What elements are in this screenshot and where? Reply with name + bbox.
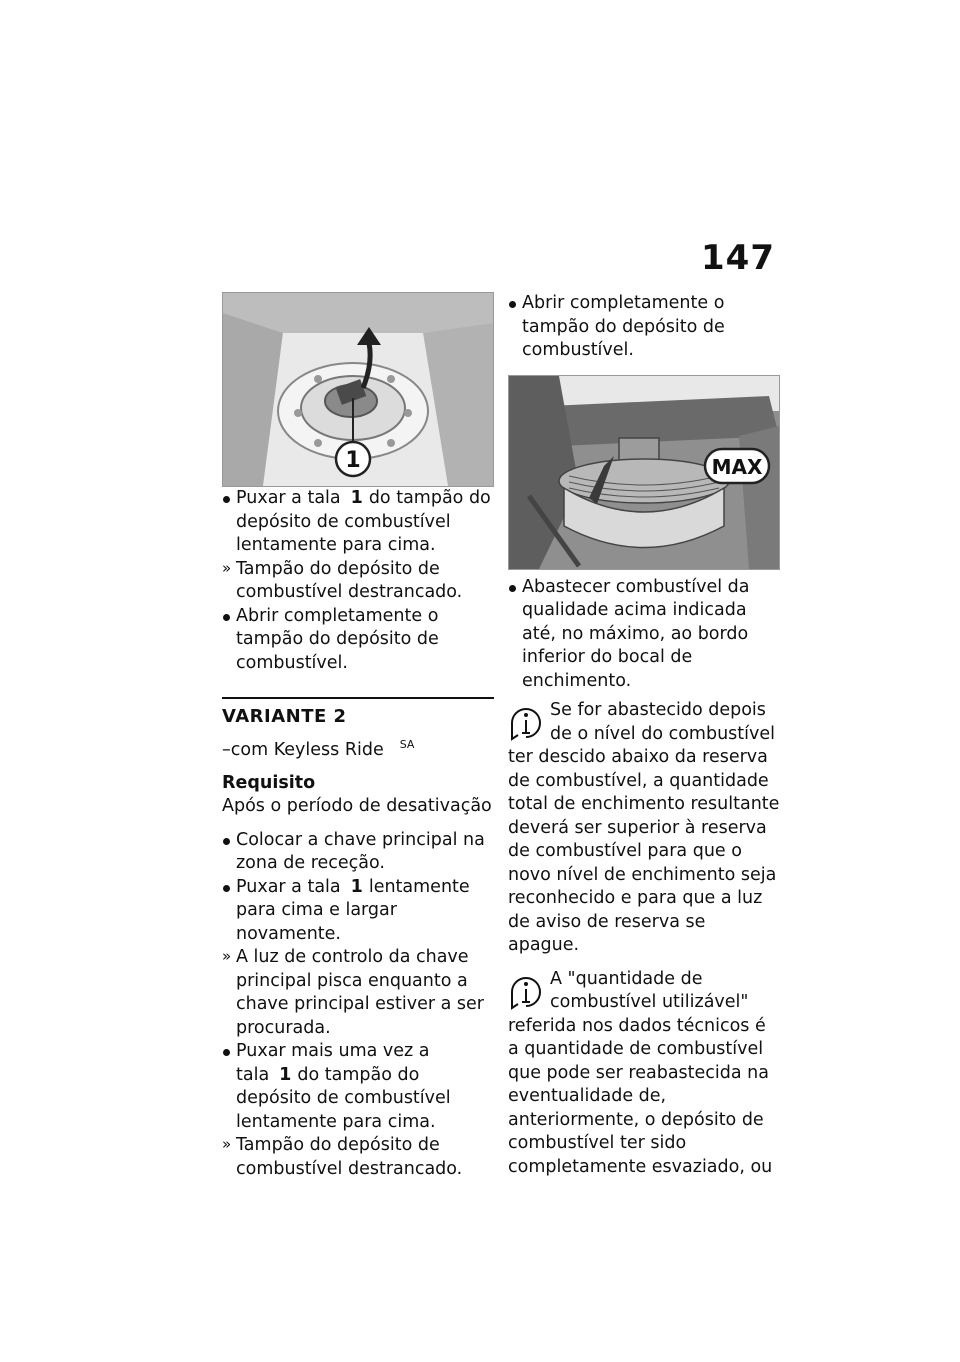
callout-ref: 1 (279, 1064, 292, 1085)
bullet-icon (223, 1049, 230, 1056)
info-icon (508, 703, 544, 743)
fuel-cap-illustration (223, 293, 493, 486)
requirement-text: Após o período de desativação (222, 796, 492, 817)
left-column (222, 292, 494, 1181)
bullet-icon (223, 885, 230, 892)
result-icon: » (222, 558, 232, 577)
step-pull-tab-release: Puxar a tala 1 lentamente para cima e largar novamente. (222, 876, 494, 947)
steps-variant-1 (222, 487, 494, 675)
variant-heading: VARIANTE 2 (222, 697, 494, 729)
bullet-icon (223, 838, 230, 845)
bullet-icon (509, 301, 516, 308)
step-open-cap: Abrir completamente o tampão do depósito de combustível. (222, 605, 494, 676)
result-key-light-flashes: » A luz de controlo da chave principal pisca enquanto a chave principal estiver a ser procurada. (222, 947, 484, 1038)
step-open-cap-fully: Abrir completamente o tampão do depósito de combustível. (508, 292, 780, 363)
fuel-cap-figure (222, 292, 494, 487)
max-label: MAX (711, 454, 763, 479)
step-place-key: Colocar a chave principal na zona de receção. (222, 829, 494, 876)
info-icon (508, 972, 544, 1012)
step-pull-tab-again: Puxar mais uma vez a tala 1 do tampão do depósito de combustível lentamente para cima. (222, 1040, 494, 1134)
result-cap-unlocked: » Tampão do depósito de combustível destrancado. (222, 558, 463, 602)
bullet-icon (223, 614, 230, 621)
sa-superscript: SA (399, 737, 415, 751)
bullet-icon (509, 585, 516, 592)
result-cap-unlocked-2: » Tampão do depósito de combustível destrancado. (222, 1135, 463, 1179)
info-note-usable-fuel: A "quantidade de combustível utilizável" referida nos dados técnicos é a quantidade de combustível que pode ser reabastecida na eventualidade de, anteriormente, o depósito de combustível ter sido completamente esvaziado, ou (508, 968, 773, 1177)
requirement-heading: Requisito (222, 772, 316, 793)
info-note-reserve: Se for abastecido depois de o nível do combustível ter descido abaixo da reserva de combustível, a quantidade total de enchimento resultante deverá ser superior à reserva de combustível para que o novo nível de enchimento seja reconhecido e para que a luz de aviso de reserva se apague. (508, 700, 780, 955)
filler-neck-illustration (509, 376, 779, 569)
variant-condition: –com Keyless Ride $^{SA}$ (222, 737, 415, 760)
steps-variant-2 (222, 829, 494, 1182)
result-icon: » (222, 947, 232, 966)
figure-callout: 1 (345, 448, 361, 473)
bullet-icon (223, 496, 230, 503)
step-refuel: Abastecer combustível da qualidade acima indicada até, no máximo, ao bordo inferior do bocal de enchimento. (508, 576, 780, 694)
result-icon: » (222, 1135, 232, 1154)
right-column (508, 292, 780, 1179)
callout-ref: 1 (350, 876, 363, 897)
callout-ref: 1 (350, 488, 363, 508)
filler-neck-figure (508, 375, 780, 570)
page-number: 147 (701, 238, 775, 278)
step-pull-tab: Puxar a tala 1 do tampão do depósito de combustível lentamente para cima. (222, 487, 494, 558)
